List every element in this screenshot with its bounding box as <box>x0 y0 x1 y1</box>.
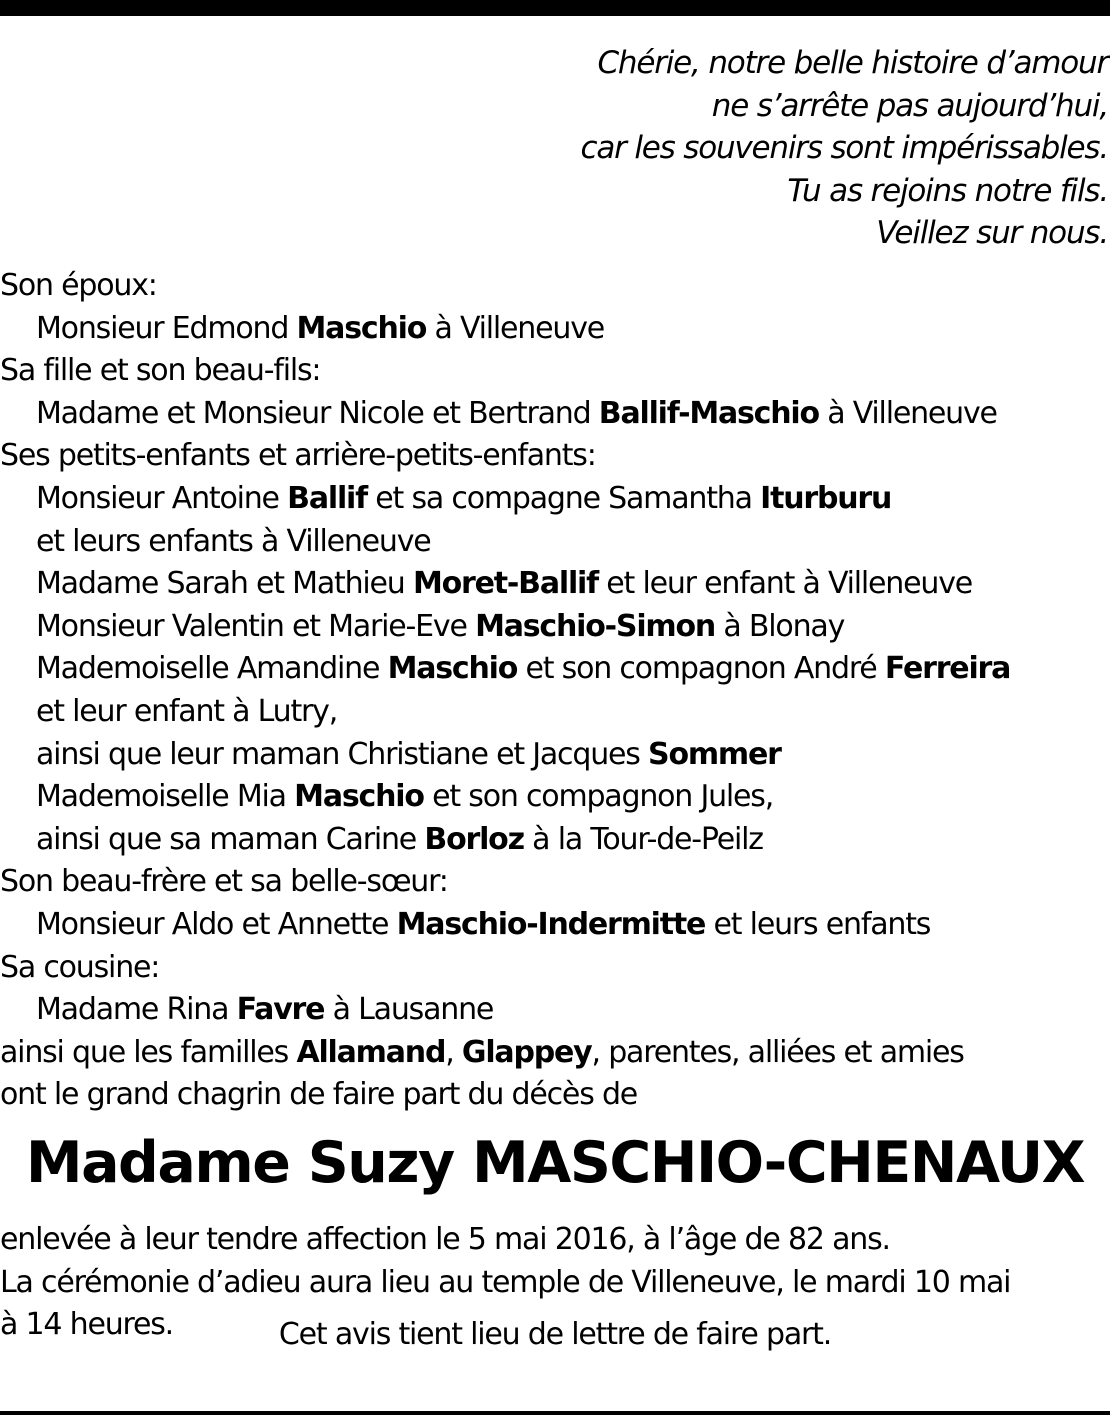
grandchild-surname: Moret-Ballif <box>412 566 598 602</box>
grandchild-surname: Borloz <box>424 821 524 857</box>
spouse-heading: Son époux: <box>0 268 157 303</box>
poem-line: Chérie, notre belle histoire d’amour <box>597 45 1108 81</box>
families-text: ainsi que les familles <box>0 1034 297 1070</box>
grandchild-entry-1 <box>0 478 1110 521</box>
spouse-surname: Maschio <box>296 310 427 346</box>
poem <box>408 42 1108 255</box>
grandchild-surname: Sommer <box>648 736 781 772</box>
daughter-surname: Ballif-Maschio <box>598 395 819 431</box>
top-rule <box>0 0 1110 16</box>
family-list <box>0 265 1110 1117</box>
grandchild-entry-5 <box>0 776 1110 819</box>
poem-line: ne s’arrête pas aujourd’hui, <box>711 87 1108 124</box>
details-line: La cérémonie d’adieu aura lieu au temple de Villeneuve, le mardi 10 mai <box>0 1264 1011 1300</box>
cousin-heading: Sa cousine: <box>0 949 160 985</box>
grandchild-surname: Maschio-Simon <box>475 608 716 644</box>
spouse-text: Monsieur Edmond <box>36 310 297 346</box>
grandchild-text: Mademoiselle Mia <box>36 779 295 815</box>
grandchild-entry-4-cont2 <box>0 734 1110 777</box>
inlaws-entry <box>0 904 1110 947</box>
families-separator: , <box>445 1034 462 1070</box>
grandchild-text: et leur enfant à Villeneuve <box>597 566 973 602</box>
cousin-entry <box>0 989 1110 1032</box>
families-text: , parentes, alliées et amies <box>591 1034 964 1070</box>
family-surname: Glappey <box>461 1034 592 1070</box>
grandchild-text: et son compagnon Jules, <box>423 779 774 815</box>
daughter-heading: Sa fille et son beau-fils: <box>0 353 321 389</box>
families-line <box>0 1032 1110 1075</box>
grandchild-text: Monsieur Antoine <box>36 480 288 516</box>
grandchild-entry-4 <box>0 648 1110 691</box>
grandchild-entry-5-cont <box>0 819 1110 862</box>
grandchild-text: et son compagnon André <box>517 651 885 687</box>
inlaws-text: et leurs enfants <box>705 906 931 942</box>
grandchild-text: Madame Sarah et Mathieu <box>36 566 413 602</box>
footer-note: Cet avis tient lieu de lettre de faire part. <box>278 1317 832 1352</box>
grandchild-entry-2 <box>0 563 1110 606</box>
poem-line: Veillez sur nous. <box>876 215 1108 251</box>
details-line: à 14 heures. <box>0 1307 174 1342</box>
poem-line: Tu as rejoins notre fils. <box>787 172 1108 209</box>
grandchild-surname: Maschio <box>294 779 424 815</box>
inlaws-heading: Son beau-frère et sa belle-sœur: <box>0 864 448 900</box>
grandchild-entry-4-cont: et leur enfant à Lutry, <box>36 693 338 729</box>
cousin-place: à Lausanne <box>324 992 494 1028</box>
grandchild-text: Mademoiselle Amandine <box>36 651 388 687</box>
daughter-text: Madame et Monsieur Nicole et Bertrand <box>36 395 599 431</box>
grandchild-entry-3 <box>0 606 1110 649</box>
grandchild-text: à Blonay <box>715 608 845 644</box>
grandchild-text: ainsi que leur maman Christiane et Jacques <box>36 736 649 772</box>
spouse-entry <box>0 308 1110 351</box>
grandchild-entry-1-cont: et leurs enfants à Villeneuve <box>36 523 431 559</box>
grandchild-text: à la Tour-de-Peilz <box>523 821 763 857</box>
inlaws-surname: Maschio-Indermitte <box>396 906 706 942</box>
details-line: enlevée à leur tendre affection le 5 mai 2016, à l’âge de 82 ans. <box>0 1222 890 1257</box>
grandchild-surname: Maschio <box>387 651 518 687</box>
cousin-text: Madame Rina <box>36 992 237 1028</box>
grandchild-surname: Iturburu <box>760 480 892 516</box>
inlaws-text: Monsieur Aldo et Annette <box>36 906 397 942</box>
family-surname: Allamand <box>296 1034 446 1070</box>
cousin-surname: Favre <box>236 992 325 1028</box>
daughter-entry <box>0 393 1110 436</box>
daughter-place: à Villeneuve <box>818 395 997 431</box>
grandchild-text: Monsieur Valentin et Marie-Eve <box>36 608 476 644</box>
grandchild-text: ainsi que sa maman Carine <box>36 821 425 857</box>
grandchildren-heading: Ses petits-enfants et arrière-petits-enfants: <box>0 438 596 474</box>
poem-line: car les souvenirs sont impérissables. <box>580 130 1108 166</box>
announcement-line: ont le grand chagrin de faire part du décès de <box>0 1077 638 1113</box>
spouse-place: à Villeneuve <box>426 310 605 346</box>
grandchild-surname: Ballif <box>287 480 367 516</box>
grandchild-text: et sa compagne Samantha <box>366 480 761 516</box>
grandchild-surname: Ferreira <box>884 651 1011 687</box>
deceased-name: Madame Suzy MASCHIO-CHENAUX <box>25 1130 1085 1196</box>
bottom-rule <box>0 1411 1110 1415</box>
